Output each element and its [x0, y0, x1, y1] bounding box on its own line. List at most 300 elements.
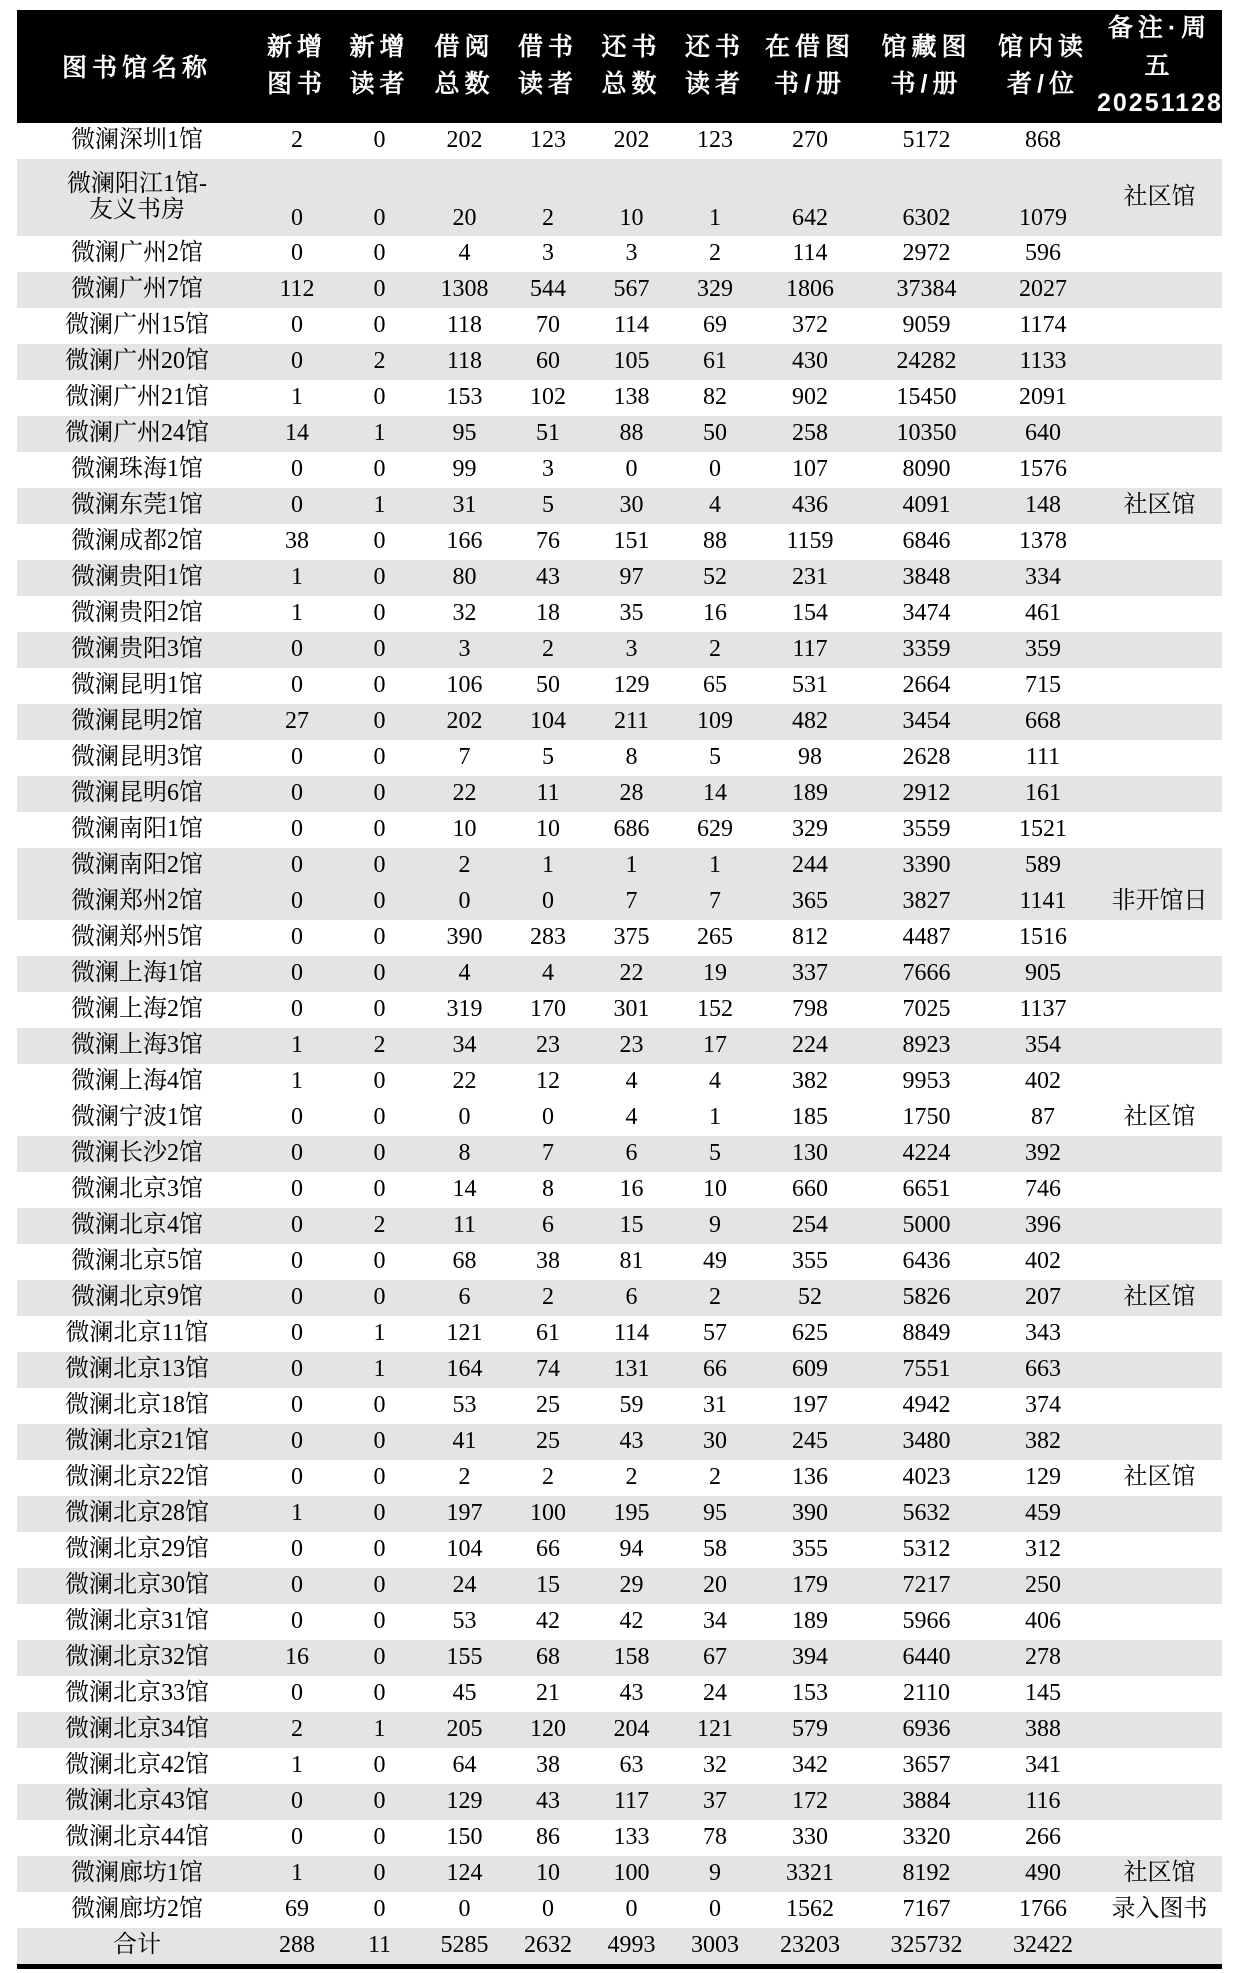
value-cell: 88: [703, 528, 727, 555]
table-row: [17, 1604, 1222, 1640]
value-cell: 152: [697, 996, 733, 1023]
value-cell: 0: [373, 1680, 386, 1707]
value-cell: 14: [257, 416, 337, 452]
value-cell: 31: [703, 1392, 727, 1419]
library-name-cell: 微澜北京28馆: [17, 1496, 257, 1532]
library-name-cell: 微澜昆明3馆: [71, 744, 203, 771]
value-cell: 2: [458, 1464, 471, 1491]
value-cell: 30: [589, 488, 674, 524]
value-cell: 1: [337, 1712, 422, 1748]
value-cell: 123: [697, 127, 733, 154]
value-cell: 68: [452, 1248, 477, 1275]
value-cell: 19: [674, 956, 756, 992]
library-name-cell: 微澜南阳2馆: [17, 848, 257, 884]
value-cell: 197: [792, 1392, 828, 1419]
value-cell: 5966: [902, 1608, 951, 1635]
value-cell: 0: [337, 776, 422, 812]
table-row: [17, 524, 1222, 560]
value-cell: 270: [792, 127, 828, 154]
library-name-cell: 微澜昆明2馆: [17, 704, 257, 740]
value-cell: 5172: [902, 127, 951, 154]
value-cell: 16: [703, 600, 727, 627]
library-name-cell: 微澜贵阳3馆: [17, 632, 257, 668]
value-cell: 28: [589, 776, 674, 812]
value-cell: 0: [373, 1392, 386, 1419]
value-cell: 2110: [902, 1680, 951, 1707]
library-name-cell: 微澜北京21馆: [17, 1424, 257, 1460]
value-cell: 0: [373, 456, 386, 483]
value-cell: 49: [703, 1248, 727, 1275]
value-cell: 2: [507, 159, 589, 236]
value-cell: 3: [542, 456, 554, 483]
value-cell: 868: [1025, 127, 1061, 154]
remark-cell: [1097, 123, 1222, 159]
value-cell: 161: [989, 776, 1097, 812]
library-name-cell: 微澜昆明1馆: [71, 672, 203, 699]
table-row: [17, 123, 1222, 159]
table-row: [17, 560, 1222, 596]
value-cell: 8090: [902, 456, 951, 483]
value-cell: 640: [989, 416, 1097, 452]
value-cell: 10: [536, 816, 560, 843]
value-cell: 244: [756, 848, 864, 884]
remark-cell: [1097, 1028, 1222, 1064]
value-cell: 43: [507, 560, 589, 596]
value-cell: 129: [613, 672, 650, 699]
library-name-cell: 微澜北京42馆: [65, 1752, 209, 1779]
value-cell: 121: [674, 1712, 756, 1748]
table-row: [17, 1820, 1222, 1856]
remark-cell: 非开馆日: [1097, 884, 1222, 920]
col-header-8: 馆内读 者/位: [989, 10, 1097, 123]
remark-cell: [1097, 416, 1222, 452]
value-cell: 668: [989, 704, 1097, 740]
value-cell: 382: [989, 1424, 1097, 1460]
value-cell: 0: [337, 848, 422, 884]
value-cell: 461: [1025, 600, 1061, 627]
remark-cell: [1097, 1244, 1222, 1280]
value-cell: 0: [257, 1784, 337, 1820]
value-cell: 663: [989, 1352, 1097, 1388]
table-row: [17, 1712, 1222, 1748]
value-cell: 4: [625, 1104, 638, 1131]
value-cell: 0: [337, 1640, 422, 1676]
value-cell: 1137: [1019, 996, 1067, 1023]
table-row: [17, 1856, 1222, 1892]
library-name-cell: 微澜北京33馆: [65, 1680, 209, 1707]
value-cell: 0: [373, 600, 386, 627]
value-cell: 32: [703, 1752, 727, 1779]
value-cell: 42: [619, 1608, 644, 1635]
value-cell: 30: [674, 1424, 756, 1460]
value-cell: 374: [1025, 1392, 1061, 1419]
value-cell: 52: [674, 560, 756, 596]
value-cell: 22: [422, 776, 507, 812]
value-cell: 1750: [902, 1104, 951, 1131]
value-cell: 1: [257, 560, 337, 596]
value-cell: 625: [792, 1320, 828, 1347]
value-cell: 138: [613, 384, 650, 411]
value-cell: 87: [1031, 1104, 1055, 1131]
table-row: [17, 740, 1222, 776]
value-cell: 430: [756, 344, 864, 380]
value-cell: 0: [337, 884, 422, 920]
value-cell: 37384: [864, 272, 989, 308]
library-name-cell: 微澜北京3馆: [71, 1176, 203, 1203]
col-header-6: 在借图 书/册: [756, 10, 864, 123]
value-cell: 0: [291, 996, 303, 1023]
value-cell: 38: [536, 1752, 560, 1779]
remark-cell: 社区馆: [1123, 1464, 1196, 1491]
value-cell: 61: [536, 1320, 560, 1347]
value-cell: 6651: [902, 1176, 951, 1203]
library-name-cell: 微澜东莞1馆: [17, 488, 257, 524]
value-cell: 0: [373, 924, 386, 951]
value-cell: 197: [422, 1496, 507, 1532]
value-cell: 396: [989, 1208, 1097, 1244]
value-cell: 0: [291, 1392, 303, 1419]
table-row: [17, 1136, 1222, 1172]
value-cell: 365: [756, 884, 864, 920]
value-cell: 1521: [1019, 816, 1067, 843]
value-cell: 43: [507, 1784, 589, 1820]
value-cell: 6436: [902, 1248, 951, 1275]
value-cell: 185: [792, 1104, 828, 1131]
table-row: [17, 848, 1222, 884]
value-cell: 355: [792, 1248, 828, 1275]
value-cell: 390: [756, 1496, 864, 1532]
value-cell: 3848: [864, 560, 989, 596]
value-cell: 32: [452, 600, 477, 627]
col-header-1: 新增 读者: [337, 10, 422, 123]
value-cell: 45: [452, 1680, 477, 1707]
value-cell: 78: [703, 1824, 727, 1851]
value-cell: 2: [257, 1712, 337, 1748]
table-row: [17, 1892, 1222, 1928]
value-cell: 117: [589, 1784, 674, 1820]
value-cell: 250: [989, 1568, 1097, 1604]
value-cell: 1378: [1019, 528, 1067, 555]
value-cell: 905: [989, 956, 1097, 992]
value-cell: 3657: [902, 1752, 951, 1779]
value-cell: 68: [507, 1640, 589, 1676]
value-cell: 98: [798, 744, 822, 771]
value-cell: 4224: [864, 1136, 989, 1172]
library-name-cell: 微澜北京34馆: [17, 1712, 257, 1748]
remark-cell: [1097, 236, 1222, 272]
value-cell: 4: [422, 956, 507, 992]
value-cell: 0: [337, 1496, 422, 1532]
value-cell: 129: [422, 1784, 507, 1820]
value-cell: 35: [619, 600, 644, 627]
value-cell: 9: [674, 1208, 756, 1244]
remark-cell: [1097, 1784, 1222, 1820]
value-cell: 10: [703, 1176, 727, 1203]
value-cell: 4487: [902, 924, 951, 951]
value-cell: 531: [792, 672, 828, 699]
remark-cell: [1097, 632, 1222, 668]
value-cell: 392: [989, 1136, 1097, 1172]
value-cell: 3359: [864, 632, 989, 668]
value-cell: 172: [756, 1784, 864, 1820]
remark-cell: [1097, 1676, 1222, 1712]
value-cell: 0: [257, 956, 337, 992]
remark-cell: [1097, 1172, 1222, 1208]
value-cell: 7666: [864, 956, 989, 992]
value-cell: 1: [291, 384, 303, 411]
value-cell: 0: [373, 816, 386, 843]
value-cell: 2027: [989, 272, 1097, 308]
value-cell: 0: [373, 528, 386, 555]
value-cell: 18: [536, 600, 560, 627]
library-stats-table: [17, 10, 1222, 1969]
value-cell: 388: [989, 1712, 1097, 1748]
value-cell: 65: [703, 672, 727, 699]
value-cell: 86: [536, 1824, 560, 1851]
value-cell: 23: [507, 1028, 589, 1064]
remark-cell: [1097, 596, 1222, 632]
value-cell: 118: [422, 344, 507, 380]
value-cell: 278: [989, 1640, 1097, 1676]
value-cell: 3: [625, 240, 638, 267]
value-cell: 0: [625, 456, 638, 483]
library-name-cell: 微澜北京9馆: [17, 1280, 257, 1316]
value-cell: 1: [337, 1352, 422, 1388]
col-header-5: 还书 读者: [674, 10, 756, 123]
value-cell: 112: [257, 272, 337, 308]
value-cell: 0: [257, 1352, 337, 1388]
value-cell: 0: [422, 884, 507, 920]
value-cell: 0: [337, 632, 422, 668]
total-value-cell: 4993: [589, 1928, 674, 1967]
library-name-cell: 微澜广州20馆: [17, 344, 257, 380]
table-row: [17, 1676, 1222, 1712]
library-name-cell: 微澜北京29馆: [65, 1536, 209, 1563]
value-cell: 0: [257, 344, 337, 380]
value-cell: 43: [619, 1680, 644, 1707]
value-cell: 567: [589, 272, 674, 308]
value-cell: 0: [542, 1104, 554, 1131]
value-cell: 394: [756, 1640, 864, 1676]
value-cell: 330: [792, 1824, 828, 1851]
value-cell: 2: [507, 1280, 589, 1316]
value-cell: 0: [291, 924, 303, 951]
value-cell: 0: [257, 488, 337, 524]
value-cell: 390: [446, 924, 483, 951]
value-cell: 6: [507, 1208, 589, 1244]
table-row: [17, 1316, 1222, 1352]
value-cell: 16: [257, 1640, 337, 1676]
value-cell: 0: [373, 1104, 386, 1131]
value-cell: 24: [703, 1680, 727, 1707]
value-cell: 17: [674, 1028, 756, 1064]
value-cell: 0: [291, 312, 303, 339]
value-cell: 52: [756, 1280, 864, 1316]
value-cell: 114: [613, 312, 650, 339]
value-cell: 1576: [1019, 456, 1067, 483]
table-row: [17, 1532, 1222, 1568]
value-cell: 60: [507, 344, 589, 380]
value-cell: 231: [756, 560, 864, 596]
total-value-cell: 325732: [864, 1928, 989, 1967]
value-cell: 354: [989, 1028, 1097, 1064]
table-row: [17, 776, 1222, 812]
value-cell: 207: [989, 1280, 1097, 1316]
value-cell: 114: [613, 1320, 650, 1347]
value-cell: 329: [792, 816, 828, 843]
value-cell: 189: [792, 1608, 828, 1635]
value-cell: 31: [422, 488, 507, 524]
library-name-cell: 微澜珠海1馆: [71, 456, 203, 483]
col-header-library-name: 图书馆名称: [17, 10, 257, 123]
value-cell: 0: [257, 1568, 337, 1604]
value-cell: 0: [337, 1856, 422, 1892]
value-cell: 6846: [902, 528, 951, 555]
value-cell: 0: [373, 1464, 386, 1491]
value-cell: 120: [507, 1712, 589, 1748]
value-cell: 133: [613, 1824, 650, 1851]
table-row: [17, 1640, 1222, 1676]
library-name-cell: 微澜郑州2馆: [17, 884, 257, 920]
value-cell: 1308: [422, 272, 507, 308]
value-cell: 5826: [864, 1280, 989, 1316]
value-cell: 204: [589, 1712, 674, 1748]
value-cell: 2: [625, 1464, 638, 1491]
total-value-cell: 3003: [674, 1928, 756, 1967]
total-row: [17, 1928, 1222, 1967]
value-cell: 0: [291, 456, 303, 483]
value-cell: 1141: [989, 884, 1097, 920]
value-cell: 642: [756, 159, 864, 236]
value-cell: 0: [257, 776, 337, 812]
library-name-cell: 微澜北京30馆: [17, 1568, 257, 1604]
value-cell: 0: [337, 159, 422, 236]
remark-cell: 社区馆: [1123, 1104, 1196, 1131]
value-cell: 341: [1025, 1752, 1061, 1779]
value-cell: 20: [422, 159, 507, 236]
value-cell: 0: [257, 848, 337, 884]
value-cell: 319: [446, 996, 483, 1023]
value-cell: 102: [530, 384, 566, 411]
value-cell: 254: [756, 1208, 864, 1244]
remark-cell: [1097, 1064, 1222, 1100]
value-cell: 0: [507, 884, 589, 920]
value-cell: 579: [756, 1712, 864, 1748]
value-cell: 1133: [989, 344, 1097, 380]
value-cell: 10: [507, 1856, 589, 1892]
value-cell: 22: [452, 1068, 477, 1095]
value-cell: 0: [373, 1824, 386, 1851]
value-cell: 0: [373, 384, 386, 411]
value-cell: 0: [709, 1896, 721, 1923]
value-cell: 1562: [786, 1896, 834, 1923]
value-cell: 0: [257, 1424, 337, 1460]
value-cell: 117: [756, 632, 864, 668]
value-cell: 158: [589, 1640, 674, 1676]
value-cell: 0: [291, 1608, 303, 1635]
remark-cell: [1097, 812, 1222, 848]
value-cell: 95: [674, 1496, 756, 1532]
table-row: [17, 159, 1222, 236]
library-name-cell: 微澜广州2馆: [71, 240, 203, 267]
value-cell: 195: [589, 1496, 674, 1532]
value-cell: 16: [619, 1176, 644, 1203]
table-row: [17, 812, 1222, 848]
table-row: [17, 272, 1222, 308]
value-cell: 151: [613, 528, 650, 555]
total-value-cell: 288: [257, 1928, 337, 1967]
value-cell: 0: [291, 1680, 303, 1707]
value-cell: 2091: [1019, 384, 1067, 411]
value-cell: 2: [337, 344, 422, 380]
value-cell: 402: [1025, 1068, 1061, 1095]
table-row: [17, 668, 1222, 704]
remark-cell: [1097, 524, 1222, 560]
table-row: [17, 1208, 1222, 1244]
remark-cell: [1097, 1424, 1222, 1460]
remark-cell: [1097, 1496, 1222, 1532]
remark-cell: [1097, 704, 1222, 740]
value-cell: 0: [257, 632, 337, 668]
value-cell: 1: [257, 1028, 337, 1064]
value-cell: 0: [337, 704, 422, 740]
col-header-0: 新增 图书: [257, 10, 337, 123]
value-cell: 0: [291, 1320, 303, 1347]
value-cell: 0: [257, 1136, 337, 1172]
value-cell: 1516: [1019, 924, 1067, 951]
value-cell: 0: [625, 1896, 638, 1923]
table-row: [17, 1784, 1222, 1820]
value-cell: 6: [589, 1136, 674, 1172]
value-cell: 0: [291, 1464, 303, 1491]
value-cell: 0: [337, 956, 422, 992]
value-cell: 99: [452, 456, 477, 483]
value-cell: 109: [674, 704, 756, 740]
value-cell: 4: [507, 956, 589, 992]
value-cell: 202: [422, 704, 507, 740]
library-name-cell: 微澜上海1馆: [17, 956, 257, 992]
value-cell: 746: [1025, 1176, 1061, 1203]
library-name-cell: 微澜广州7馆: [17, 272, 257, 308]
table-row: [17, 416, 1222, 452]
value-cell: 106: [446, 672, 483, 699]
library-name-cell: 微澜南阳1馆: [71, 816, 203, 843]
value-cell: 1: [674, 159, 756, 236]
header-row: [17, 10, 1222, 123]
library-name-cell: 微澜贵阳1馆: [17, 560, 257, 596]
value-cell: 2: [674, 1280, 756, 1316]
value-cell: 0: [257, 884, 337, 920]
value-cell: 24: [422, 1568, 507, 1604]
value-cell: 9: [674, 1856, 756, 1892]
table-row: [17, 1244, 1222, 1280]
remark-cell: [1097, 308, 1222, 344]
table-row: [17, 1568, 1222, 1604]
value-cell: 266: [1025, 1824, 1061, 1851]
total-value-cell: 32422: [989, 1928, 1097, 1967]
col-header-3: 借书 读者: [507, 10, 589, 123]
value-cell: 4: [709, 1068, 721, 1095]
table-row: [17, 1388, 1222, 1424]
library-name-cell: 微澜阳江1馆- 友义书房: [17, 159, 257, 236]
value-cell: 34: [422, 1028, 507, 1064]
value-cell: 22: [589, 956, 674, 992]
value-cell: 2: [542, 1464, 554, 1491]
remark-cell: [1097, 1352, 1222, 1388]
value-cell: 66: [674, 1352, 756, 1388]
value-cell: 150: [446, 1824, 483, 1851]
value-cell: 94: [619, 1536, 644, 1563]
